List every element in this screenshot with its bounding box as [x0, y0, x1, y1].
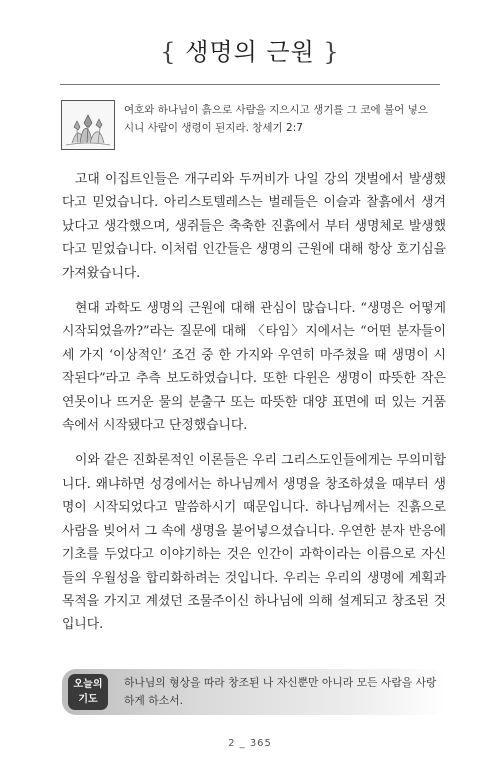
page-title: [0, 32, 500, 67]
flower-icon: [62, 101, 114, 149]
flower-illustration: [61, 100, 115, 150]
verse-line: 여호와 하나님이 흙으로 사람을 지으시고 생기를 그 코에 불어 넣으: [124, 104, 428, 116]
scripture-verse: [124, 101, 444, 137]
prayer-badge-line1: 오늘의: [73, 679, 103, 690]
body-paragraph: 고대 이집트인들은 개구리와 두꺼비가 나일 강의 갯벌에서 발생했다고 믿었습니다. 아리스토텔레스는 벌레들은 이슬과 찰흙에서 생겨났다고 생각했으며, 생쥐들은 축축한 진흙에서 부터 생명체로 발생했다고 믿었습니다. 이처럼 인간들은 생명의 근원에 대해 항상 호기심을 가져왔습니다.: [62, 172, 446, 281]
body-paragraph: 현대 과학도 생명의 근원에 대해 관심이 많습니다. “생명은 어떻게 시작되었을까?”라는 질문에 대해 〈타임〉지에서는 “어떤 분자들이 세 가지 ‘이상적인’ 조건 중 한 가지와 우연히 마주쳤을 때 생명이 시작된다”라고 추측 보도하였습니다. 또한 다윈은 생명이 따뜻한 작은 연못이나 뜨거운 물의 분출구 또는 따뜻한 대양 표면에 떠 있는 거품 속에서 시작됐다고 단정했습니다.: [62, 301, 446, 434]
title-text: 생명의 근원: [185, 38, 315, 66]
todays-prayer: [62, 669, 446, 715]
title-divider: [60, 84, 440, 85]
page-number: 2 _ 365: [228, 738, 272, 749]
devotional-body: [62, 168, 446, 637]
prayer-badge-line2: 기도: [78, 694, 98, 705]
title-brace-close: }: [323, 38, 340, 66]
prayer-text: 하나님의 형상을 따라 창조된 나 자신뿐만 아니라 모든 사람을 사랑하게 하소서.: [124, 676, 437, 707]
verse-line: 시니 사람이 생령이 된지라. 창세기 2:7: [124, 122, 303, 134]
title-brace-open: {: [160, 38, 177, 66]
prayer-badge: [68, 674, 108, 710]
body-paragraph: 이와 같은 진화론적인 이론들은 우리 그리스도인들에게는 무의미합니다. 왜냐하면 성경에서는 하나님께서 생명을 창조하셨을 때부터 생명이 시작되었다고 말씀하시기 때문입니다. 하나님께서는 진흙으로 사람을 빚어서 그 속에 생명을 불어넣으셨습니다. 우연한 분자 반응에 기초를 두었다고 이야기하는 것은 인간이 과학이라는 이름으로 자신들의 우월성을 합리화하려는 것입니다. 우리는 우리의 생명에 계획과 목적을 가지고 계셨던 조물주이신 하나님에 의해 설계되고 창조된 것입니다.: [62, 453, 446, 633]
